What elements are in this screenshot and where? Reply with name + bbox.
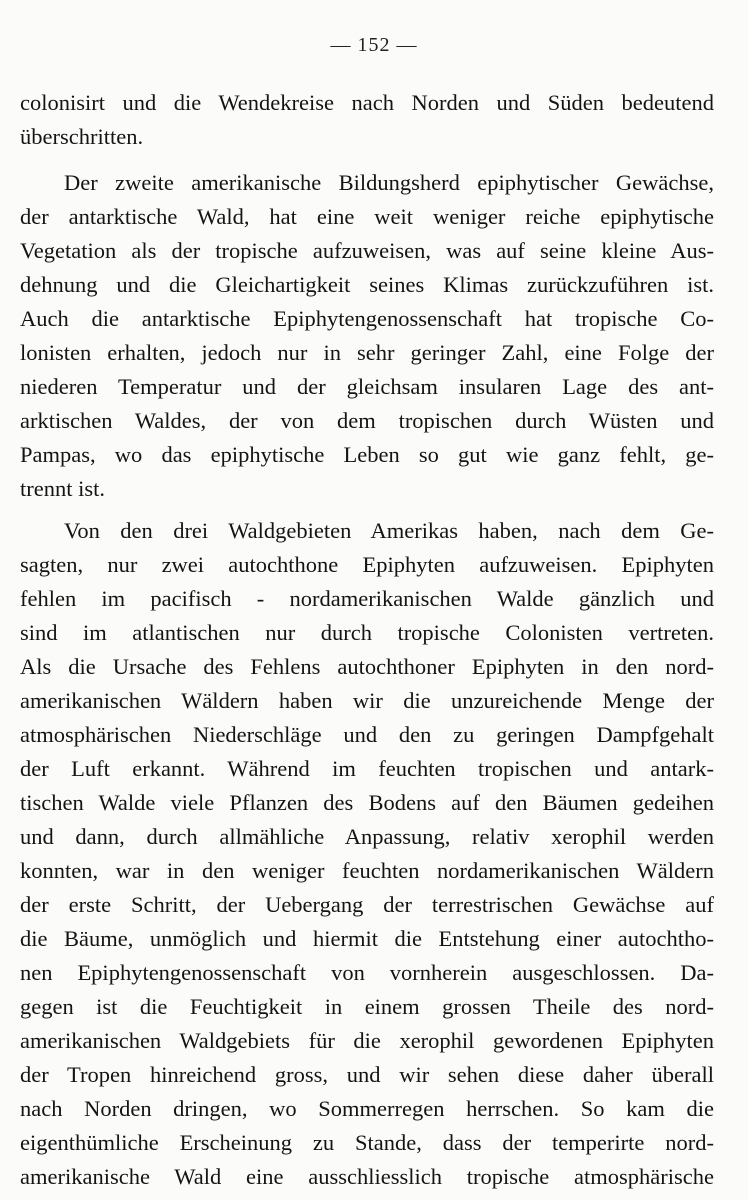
- text-line: niederen Temperatur und der gleichsam insularen Lage des ant-: [20, 374, 714, 399]
- text-line: die Bäume, unmöglich und hiermit die Entstehung einer autochtho-: [20, 926, 714, 951]
- text-line: der antarktische Wald, hat eine weit weniger reiche epiphytische: [20, 204, 714, 229]
- text-line: sind im atlantischen nur durch tropische Colonisten vertreten.: [20, 620, 714, 645]
- text-line: Der zweite amerikanische Bildungsherd epiphytischer Gewächse,: [64, 170, 714, 195]
- text-line: tischen Walde viele Pflanzen des Bodens auf den Bäumen gedeihen: [20, 790, 714, 815]
- text-line: Als die Ursache des Fehlens autochthoner Epiphyten in den nord-: [20, 654, 714, 679]
- text-line: amerikanische Wald eine ausschliesslich tropische atmosphärische: [20, 1164, 714, 1189]
- text-line: trennt ist.: [20, 476, 105, 501]
- text-line: amerikanischen Wäldern haben wir die unzureichende Menge der: [20, 688, 714, 713]
- text-line: nen Epiphytengenossenschaft von vornherein ausgeschlossen. Da-: [20, 960, 714, 985]
- text-line: fehlen im pacifisch - nordamerikanischen Walde gänzlich und: [20, 586, 714, 611]
- text-line: überschritten.: [20, 124, 144, 149]
- text-line: konnten, war in den weniger feuchten nordamerikanischen Wäldern: [20, 858, 714, 883]
- text-line: lonisten erhalten, jedoch nur in sehr geringer Zahl, eine Folge der: [20, 340, 714, 365]
- text-line: der erste Schritt, der Uebergang der terrestrischen Gewächse auf: [20, 892, 714, 917]
- text-line: nach Norden dringen, wo Sommerregen herrschen. So kam die: [20, 1096, 714, 1121]
- text-line: dehnung und die Gleichartigkeit seines Klimas zurückzuführen ist.: [20, 272, 714, 297]
- text-line: der Luft erkannt. Während im feuchten tropischen und antark-: [20, 756, 714, 781]
- text-line: Vegetation als der tropische aufzuweisen, was auf seine kleine Aus-: [20, 238, 714, 263]
- text-line: atmosphärischen Niederschläge und den zu geringen Dampfgehalt: [20, 722, 714, 747]
- text-line: amerikanischen Waldgebiets für die xerophil gewordenen Epiphyten: [20, 1028, 714, 1053]
- text-line: Pampas, wo das epiphytische Leben so gut wie ganz fehlt, ge-: [20, 442, 714, 467]
- text-line: Auch die antarktische Epiphytengenossenschaft hat tropische Co-: [20, 306, 714, 331]
- text-line: sagten, nur zwei autochthone Epiphyten aufzuweisen. Epiphyten: [20, 552, 714, 577]
- text-line: colonisirt und die Wendekreise nach Norden und Süden bedeutend: [20, 90, 714, 115]
- text-line: und dann, durch allmähliche Anpassung, relativ xerophil werden: [20, 824, 714, 849]
- text-line: Von den drei Waldgebieten Amerikas haben, nach dem Ge-: [64, 518, 714, 543]
- text-line: arktischen Waldes, der von dem tropischen durch Wüsten und: [20, 408, 714, 433]
- text-line: eigenthümliche Erscheinung zu Stande, dass der temperirte nord-: [20, 1130, 714, 1155]
- text-line: gegen ist die Feuchtigkeit in einem grossen Theile des nord-: [20, 994, 714, 1019]
- page-number: — 152 —: [330, 34, 418, 56]
- text-line: der Tropen hinreichend gross, und wir sehen diese daher überall: [20, 1062, 714, 1087]
